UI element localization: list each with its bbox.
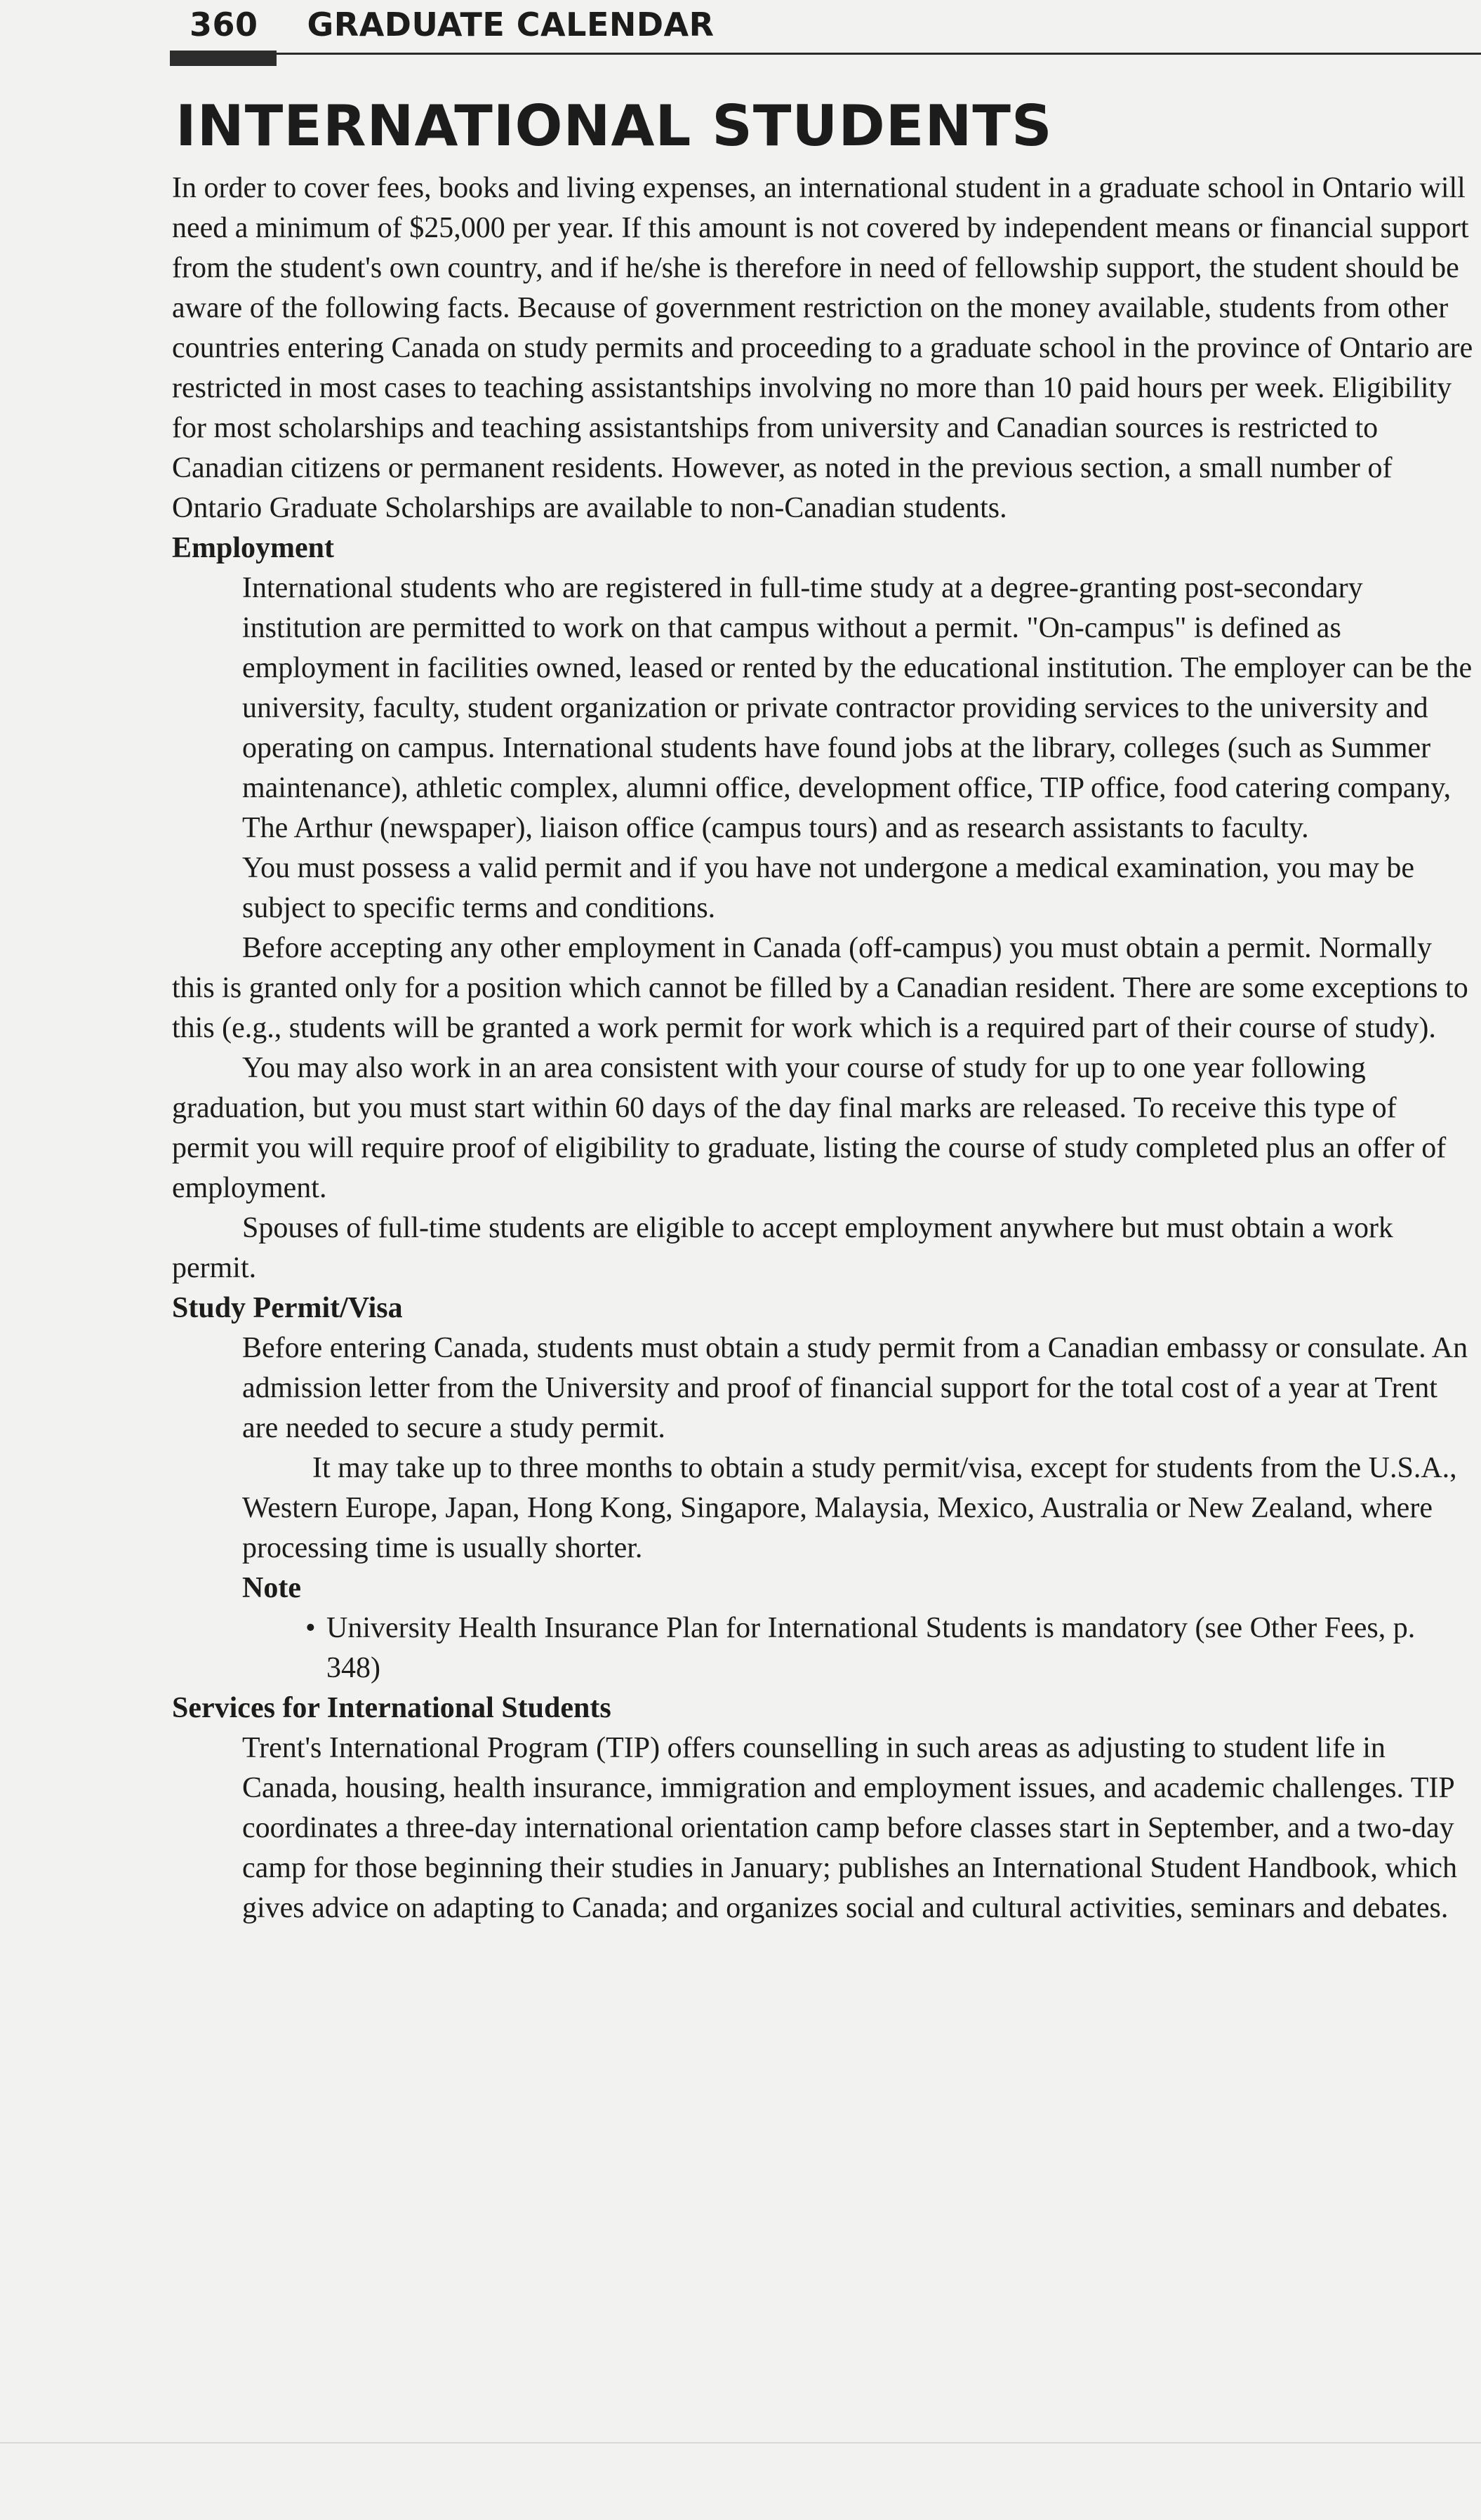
employment-paragraph-3: Before accepting any other employment in Canada (off-campus) you must obtain a permit. Normally this is granted only for a position which cannot be filled by a Canadian resident. There are some exceptions to this (e.g., students will be granted a work permit for work which is a required part of their course of study). [172, 932, 1468, 1044]
section-title: GRADUATE CALENDAR [307, 6, 715, 44]
note-heading: Note [242, 1572, 301, 1604]
note-item-text: University Health Insurance Plan for International Students is mandatory (see Other Fees, p. 348) [326, 1612, 1416, 1684]
study-permit-paragraph-1: Before entering Canada, students must obtain a study permit from a Canadian embassy or consulate. An admission letter from the University and proof of financial support for the total cost of a year at Trent are needed to secure a study permit. [242, 1332, 1468, 1444]
study-permit-heading: Study Permit/Visa [172, 1292, 403, 1324]
page-bottom-edge [0, 2442, 1481, 2444]
page-title: INTERNATIONAL STUDENTS [175, 93, 1053, 159]
employment-paragraph-1: International students who are registered in full-time study at a degree-granting post-secondary institution are permitted to work on that campus without a permit. "On-campus" is defined as employment in facilities owned, leased or rented by the educational institution. The employer can be the university, faculty, student organization or private contractor providing services to the university and operating on campus. International students have found jobs at the library, colleges (such as Summer maintenance), athletic complex, alumni office, development office, TIP office, food catering company, The Arthur (newspaper), liaison office (campus tours) and as research assistants to faculty. [242, 572, 1473, 844]
study-permit-paragraph-2: It may take up to three months to obtain a study permit/visa, except for students from the U.S.A., Western Europe, Japan, Hong Kong, Singapore, Malaysia, Mexico, Australia or New Zealand, where processing time is usually shorter. [242, 1452, 1457, 1564]
employment-paragraph-2: You must possess a valid permit and if you have not undergone a medical examination, you may be subject to specific terms and conditions. [242, 852, 1414, 924]
services-heading: Services for International Students [172, 1692, 611, 1724]
employment-heading: Employment [172, 532, 334, 564]
employment-paragraph-5: Spouses of full-time students are eligible to accept employment anywhere but must obtain a work permit. [172, 1212, 1393, 1284]
bullet-icon: • [305, 1612, 316, 1644]
note-list-item [305, 1608, 1477, 1688]
header-rule [170, 53, 1481, 55]
intro-paragraph: In order to cover fees, books and living expenses, an international student in a graduate school in Ontario will need a minimum of $25,000 per year. If this amount is not covered by independent means or financial support from the student's own country, and if he/she is therefore in need of fellowship support, the student should be aware of the following facts. Because of government restriction on the money available, students from other countries entering Canada on study permits and proceeding to a graduate school in the province of Ontario are restricted in most cases to teaching assistantships involving no more than 10 paid hours per week. Eligibility for most scholarships and teaching assistantships from university and Canadian sources is restricted to Canadian citizens or permanent residents. However, as noted in the previous section, a small number of Ontario Graduate Scholarships are available to non-Canadian students. [172, 172, 1473, 524]
employment-paragraph-4: You may also work in an area consistent with your course of study for up to one year following graduation, but you must start within 60 days of the day final marks are released. To receive this type of permit you will require proof of eligibility to graduate, listing the course of study completed plus an offer of employment. [172, 1052, 1447, 1204]
running-header [190, 0, 715, 49]
page-number: 360 [190, 6, 258, 44]
services-paragraph: Trent's International Program (TIP) offers counselling in such areas as adjusting to student life in Canada, housing, health insurance, immigration and employment issues, and academic challenges. TIP coordinates a three-day international orientation camp before classes start in September, and a two-day camp for those beginning their studies in January; publishes an International Student Handbook, which gives advice on adapting to Canada; and organizes social and cultural activities, seminars and debates. [242, 1732, 1457, 1924]
article-body [172, 168, 1477, 1928]
header-rule-block [170, 51, 277, 66]
